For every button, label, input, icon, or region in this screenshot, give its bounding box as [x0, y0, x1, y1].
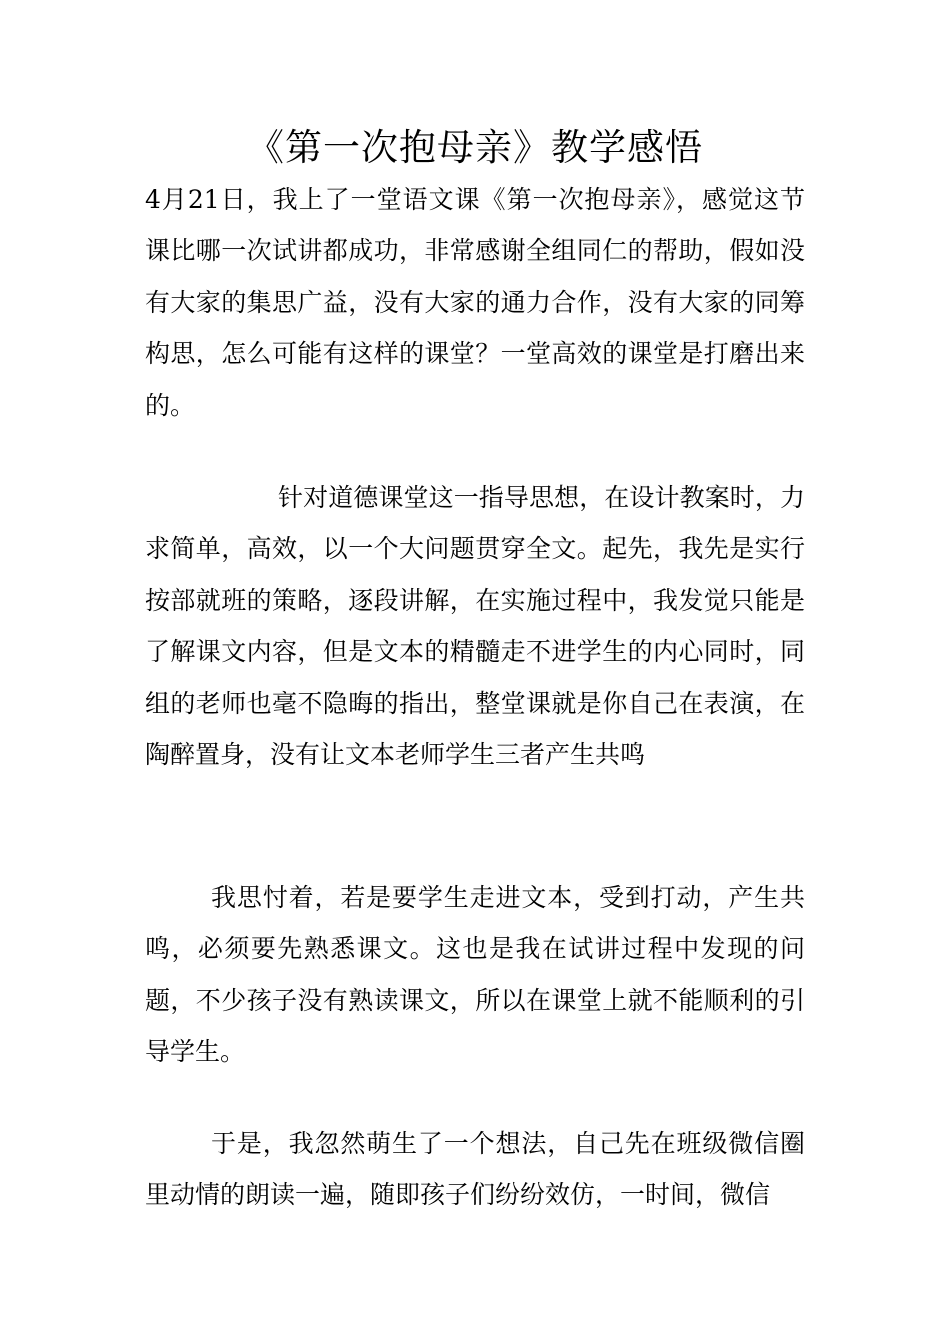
- paragraph-3: 我思忖着，若是要学生走进文本，受到打动，产生共鸣，必须要先熟悉课文。这也是我在试讲过程中发现的问题，不少孩子没有熟读课文，所以在课堂上就不能顺利的引导学生。: [145, 883, 805, 1067]
- paragraph-2: 针对道德课堂这一指导思想，在设计教案时，力求简单，高效，以一个大问题贯穿全文。起先，我先是实行按部就班的策略，逐段讲解，在实施过程中，我发觉只能是了解课文内容，但是文本的精髓走不进学生的内心同时，同组的老师也毫不隐晦的指出，整堂课就是你自己在表演，在陶醉置身，没有让文本老师学生三者产生共鸣: [145, 483, 805, 770]
- document-title: 《第一次抱母亲》教学感悟: [247, 126, 703, 169]
- paragraph-4: 于是，我忽然萌生了一个想法，自己先在班级微信圈里动情的朗读一遍，随即孩子们纷纷效仿，一时间，微信: [145, 1129, 805, 1210]
- paragraph-1: 4月21日，我上了一堂语文课《第一次抱母亲》，感觉这节课比哪一次试讲都成功，非常感谢全组同仁的帮助，假如没有大家的集思广益，没有大家的通力合作，没有大家的同筹构思，怎么可能有这样的课堂？一堂高效的课堂是打磨出来的。: [145, 185, 805, 420]
